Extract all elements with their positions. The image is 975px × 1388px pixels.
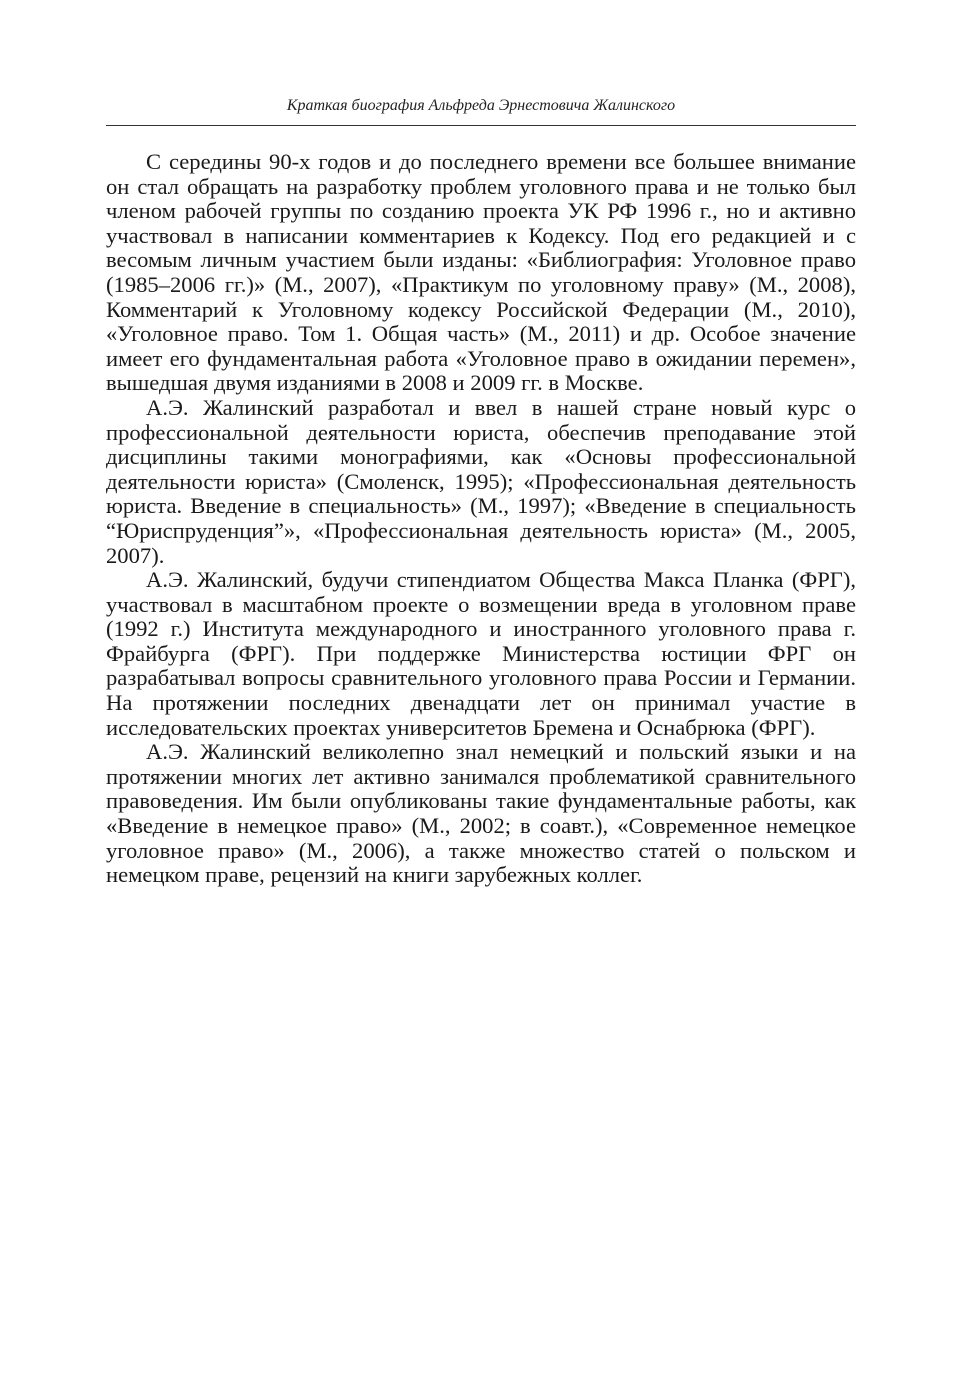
paragraph: А.Э. Жалинский разработал и ввел в нашей стране новый курс о профессиональной деятельности юриста, обеспечив преподавание этой дисциплины такими монографиями, как «Основы профессиональной деятельности юриста» (Смоленск, 1995); «Профессиональная деятельность юриста. Введение в специальность» (М., 1997); «Введение в специальность “Юриспруденция”», «Профессиональная деятельность юриста» (М., 2005, 2007). <box>106 394 856 568</box>
paragraph: С середины 90-х годов и до последнего времени все большее внимание он стал обращать на разработку проблем уголовного права и не только был членом рабочей группы по созданию проекта УК РФ 1996 г., но и активно участвовал в написании комментариев к Кодексу. Под его редакцией и с весомым личным участием были изданы: «Библиография: Уголовное право (1985–2006 гг.)» (М., 2007), «Практикум по уголовному праву» (М., 2008), Комментарий к Уголовному кодексу Российской Федерации (М., 2010), «Уголовное право. Том 1. Общая часть» (М., 2011) и др. Особое значение имеет его фундаментальная работа «Уголовное право в ожидании перемен», вышедшая двумя изданиями в 2008 и 2009 гг. в Москве. <box>106 149 856 396</box>
paragraph: А.Э. Жалинский, будучи стипендиатом Общества Макса Планка (ФРГ), участвовал в масштабном проекте о возмещении вреда в уголовном праве (1992 г.) Института международного и иностранного уголовного права г. Фрайбурга (ФРГ). При поддержке Министерства юстиции ФРГ он разрабатывал вопросы сравнительного уголовного права России и Германии. На протяжении последних двенадцати лет он принимал участие в исследовательских проектах университетов Бремена и Оснабрюка (ФРГ). <box>106 567 856 740</box>
paragraph: А.Э. Жалинский великолепно знал немецкий и польский языки и на протяжении многих лет активно занимался проблематикой сравнительного правоведения. Им были опубликованы такие фундаментальные работы, как «Введение в немецкое право» (М., 2002; в соавт.), «Современное немецкое уголовное право» (М., 2006), а также множество статей о польском и немецком праве, рецензий на книги зарубежных коллег. <box>106 739 856 888</box>
header-rule <box>106 125 856 126</box>
body-text <box>106 150 856 888</box>
running-header: Краткая биография Альфреда Эрнестовича Жалинского <box>286 97 676 114</box>
